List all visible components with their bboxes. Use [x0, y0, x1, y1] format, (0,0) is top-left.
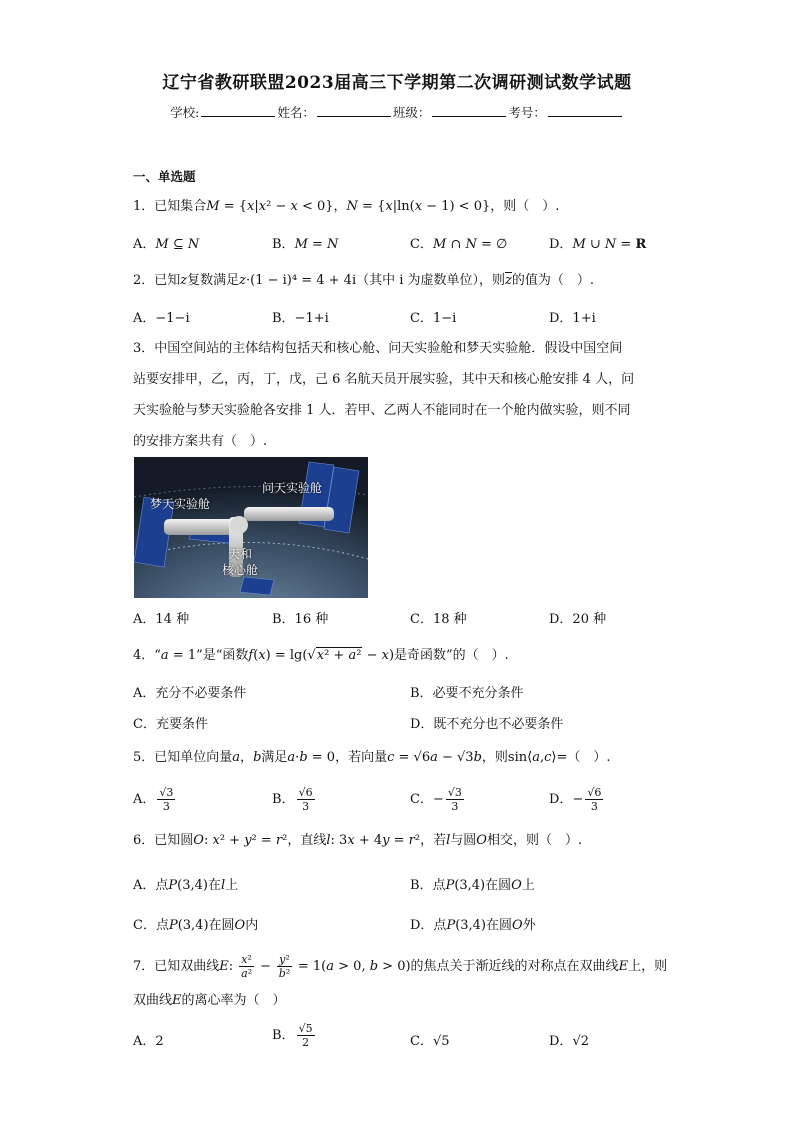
question-7-options [133, 1022, 673, 1050]
option-c[interactable]: C．1−i [410, 311, 457, 326]
number-blank[interactable] [548, 106, 622, 117]
option-b[interactable]: B． $\frac{√6}{3}$ [272, 786, 313, 813]
number-label: 考号： [508, 105, 546, 120]
option-a[interactable]: A．充分不必要条件 [133, 686, 247, 701]
question-6-options-row2 [133, 914, 673, 934]
option-d[interactable]: D．− $\frac{√6}{3}$ [549, 786, 602, 813]
question-3-options [133, 608, 673, 628]
question-5-options [133, 786, 673, 813]
class-blank[interactable] [432, 106, 506, 117]
name-label: 姓名： [277, 105, 315, 120]
option-b[interactable]: B．−1+i [272, 311, 329, 326]
question-2-options [133, 307, 673, 327]
question-6: 6．已知圆O: x² + y² = r²，直线l: 3x + 4y = r²，若l与圆O相交，则（ ）. [133, 833, 583, 848]
school-blank[interactable] [201, 106, 275, 117]
label-wentian: 问天实验舱 [262, 481, 323, 495]
question-4-options-row1 [133, 682, 673, 702]
option-a[interactable]: A．−1−i [133, 311, 190, 326]
option-d[interactable]: D．1+i [549, 311, 596, 326]
section-heading: 一、单选题 [133, 169, 196, 184]
question-4: 4．“a = 1”是“函数f(x) = lg(√x² + a² − x)是奇函数”的（ ）. [133, 648, 509, 663]
option-a[interactable]: A．点P(3,4)在l上 [133, 878, 239, 893]
label-tianhe-2: 核心舱 [222, 563, 259, 577]
option-c[interactable]: C．M ∩ N = ∅ [410, 237, 508, 252]
option-b[interactable]: B．必要不充分条件 [410, 686, 524, 701]
label-mengtian: 梦天实验舱 [150, 497, 211, 511]
option-b[interactable]: B．M = N [272, 237, 339, 252]
option-d[interactable]: D．M ∪ N = R [549, 237, 647, 252]
math-function: f(x) = lg(√x² + a² − x) [248, 648, 395, 663]
math-set-m: M = {x|x² − x < 0} [206, 199, 334, 214]
option-c[interactable]: C．充要条件 [133, 717, 208, 732]
question-3: 3．中国空间站的主体结构包括天和核心舱、问天实验舱和梦天实验舱．假设中国空间 站要安排甲，乙，丙，丁，戊，己 6 名航天员开展实验，其中天和核心舱安排 4 人，问 天实验舱与梦天实验舱各安排 1 人．若甲、乙两人不能同时在一个舱内做实验，则不同 的安排方案共有（ ）. [133, 341, 635, 449]
school-label: 学校: [170, 105, 200, 120]
question-1: 1．已知集合M = {x|x² − x < 0}，N = {x|ln(x − 1) < 0}，则（ ）. [133, 199, 560, 214]
label-tianhe-1: 天和 [228, 547, 253, 561]
option-c[interactable]: C．− $\frac{√3}{3}$ [410, 786, 462, 813]
class-label: 班级： [392, 105, 431, 120]
question-1-options [133, 233, 673, 253]
question-7-line2: 双曲线E的离心率为（ ） [133, 993, 286, 1008]
name-blank[interactable] [317, 106, 391, 117]
option-a[interactable]: A．2 [133, 1034, 164, 1049]
option-d[interactable]: D．20 种 [549, 612, 607, 627]
option-a[interactable]: A．14 种 [133, 612, 190, 627]
option-d[interactable]: D．点P(3,4)在圆O外 [410, 918, 536, 933]
option-a[interactable]: A．M ⊆ N [133, 237, 200, 252]
question-5: 5．已知单位向量a，b满足a·b = 0，若向量c = √6a − √3b，则sin⟨a,c⟩=（ ）. [133, 750, 611, 765]
math-set-n: N = {x|ln(x − 1) < 0} [346, 199, 491, 214]
page-title: 辽宁省教研联盟2023届高三下学期第二次调研测试数学试题 [162, 73, 632, 93]
question-2: 2．已知z复数满足z·(1 − i)⁴ = 4 + 4i（其中 i 为虚数单位），则$\overline{z}$的值为（ ）. [133, 273, 595, 288]
option-d[interactable]: D．√2 [549, 1034, 589, 1049]
option-c[interactable]: C．点P(3,4)在圆O内 [133, 918, 259, 933]
option-d[interactable]: D．既不充分也不必要条件 [410, 717, 564, 732]
option-b[interactable]: B．16 种 [272, 612, 329, 627]
space-station-image [134, 457, 368, 598]
option-b[interactable]: B． $\frac{√5}{2}$ [272, 1022, 313, 1049]
option-c[interactable]: C．18 种 [410, 612, 467, 627]
option-c[interactable]: C．√5 [410, 1034, 450, 1049]
student-info-row [0, 103, 794, 121]
math-equation: z·(1 − i)⁴ = 4 + 4i [239, 273, 357, 288]
option-a[interactable]: A． $\frac{√3}{3}$ [133, 786, 174, 813]
question-4-options-row2 [133, 713, 673, 733]
question-7: 7．已知双曲线E: $\frac{\text{x²}}{\text{a²}}$ − $\frac{\text{y²}}{\text{b²}}$ = 1(a > 0, b > 0)的焦点关于渐近线的对称点在双曲线E上，则 [133, 953, 668, 980]
question-6-options-row1 [133, 874, 673, 894]
option-b[interactable]: B．点P(3,4)在圆O上 [410, 878, 535, 893]
